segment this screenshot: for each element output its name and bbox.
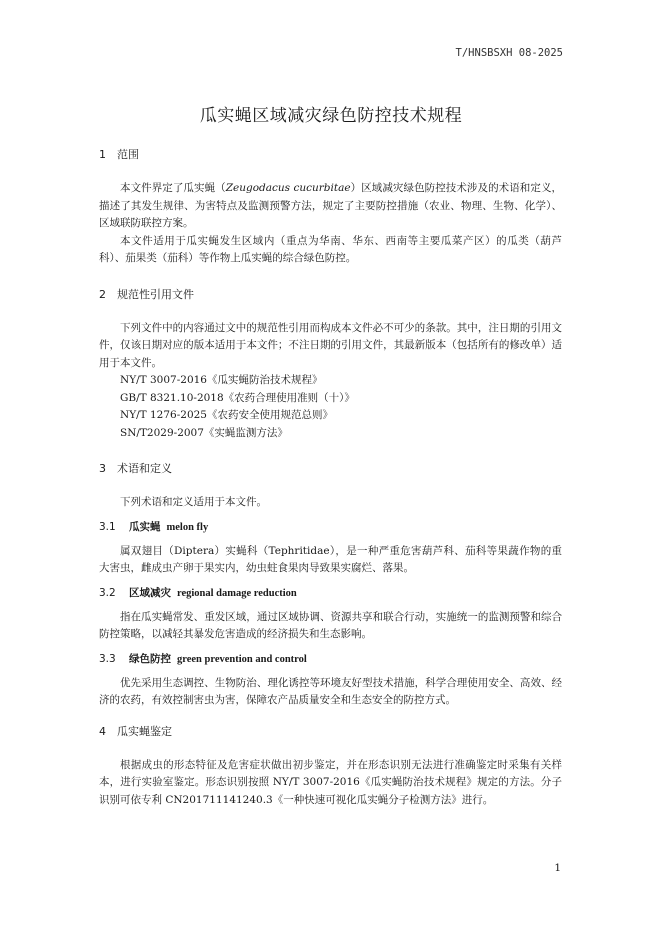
section-1-heading [99,147,562,163]
term-3-3-heading [99,651,562,667]
document-body [99,147,562,809]
term-3-3-definition: 优先采用生态调控、生物防治、理化诱控等环境友好型技术措施，科学合理使用安全、高效、经济的农药，有效控制害虫为害，保障农产品质量安全和生态安全的防控方式。 [99,676,562,706]
term-3-1-definition: 属双翅目（Diptera）实蝇科（Tephritidae），是一种严重危害葫芦科、茄科等果蔬作物的重大害虫，雌成虫产卵于果实内，幼虫蛀食果肉导致果实腐烂、落果。 [99,544,562,574]
term-3-2-definition: 指在瓜实蝇常发、重发区域，通过区域协调、资源共享和联合行动，实施统一的监测预警和综合防控策略，以减轻其暴发危害造成的经济损失和生态影响。 [99,610,562,640]
scope-paragraph-2: 本文件适用于瓜实蝇发生区域内（重点为华南、华东、西南等主要瓜菜产区）的瓜类（葫芦科）、茄果类（茄科）等作物上瓜实蝇的综合绿色防控。 [99,234,562,264]
document-title: 瓜实蝇区域减灾绿色防控技术规程 [199,106,463,126]
section-title: 范围 [117,148,139,161]
section-3-heading [99,461,562,477]
standard-code: T/HNSBSXH 08-2025 [455,47,563,59]
reference-item: GB/T 8321.10-2018《农药合理使用准则（十）》 [120,391,355,404]
term-3-1-heading [99,519,562,535]
term-english: melon fly [166,521,209,533]
identification-paragraph: 根据成虫的形态特征及危害症状做出初步鉴定，并在形态识别无法进行准确鉴定时采集有关样本，进行实验室鉴定。形态识别按照 NY/T 3007-2016《瓜实蝇防治技术规程》规定的方法。分子识别可依专利 CN201711141240.3《一种快速可视化瓜实蝇分子检测方法》进行。 [99,758,562,806]
term-english: regional damage reduction [177,587,297,599]
term-chinese: 绿色防控 [129,652,171,665]
section-number: 1 [99,148,106,161]
term-3-2-heading [99,585,562,601]
term-number: 3.2 [99,586,116,599]
section-number: 2 [99,287,106,301]
latin-species-name: Zeugodacus cucurbitae [225,182,351,194]
section-title: 瓜实蝇鉴定 [117,724,172,738]
scope-paragraph-1: 本文件界定了瓜实蝇（Zeugodacus cucurbitae）区域减灾绿色防控技术涉及的术语和定义，描述了其发生规律、为害特点及监测预警方法，规定了主要防控措施（农业、物理、生物、化学）、区域联防联控方案。 [99,182,563,229]
reference-item: NY/T 3007-2016《瓜实蝇防治技术规程》 [120,374,323,386]
section-title: 术语和定义 [117,462,172,475]
references-intro-paragraph: 下列文件中的内容通过文中的规范性引用而构成本文件必不可少的条款。其中，注日期的引用文件，仅该日期对应的版本适用于本文件；不注日期的引用文件，其最新版本（包括所有的修改单）适用于本文件。 [99,321,562,369]
terms-intro-paragraph: 下列术语和定义适用于本文件。 [120,496,267,508]
term-english: green prevention and control [177,653,307,665]
term-number: 3.3 [99,652,116,665]
section-number: 3 [99,462,106,475]
section-4-heading [99,724,562,740]
section-number: 4 [99,724,106,738]
reference-item: SN/T2029-2007《实蝇监测方法》 [120,426,288,439]
section-2-heading [99,287,562,303]
term-chinese: 瓜实蝇 [129,520,161,533]
page-number: 1 [554,862,561,874]
term-chinese: 区域减灾 [129,586,171,599]
section-title: 规范性引用文件 [117,287,194,301]
reference-item: NY/T 1276-2025《农药安全使用规范总则》 [120,409,333,421]
term-number: 3.1 [99,520,116,533]
